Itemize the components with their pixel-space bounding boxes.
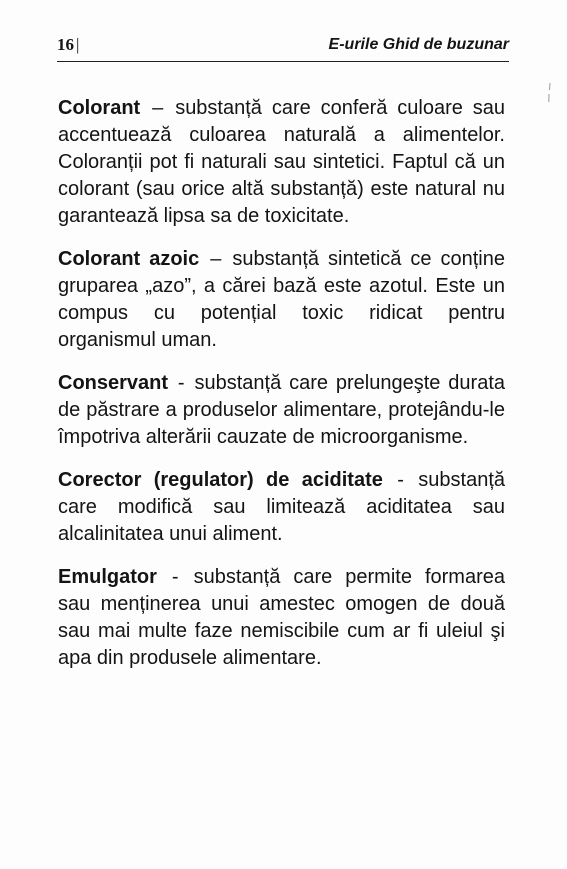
- entry-definition: substanță care modifică sau limitează aciditatea sau alcalinitatea unui aliment.: [58, 469, 505, 545]
- page-number: 16 |: [57, 35, 80, 54]
- glossary-entry-colorant: [58, 95, 505, 230]
- page-header: [57, 32, 509, 58]
- header-divider: [57, 61, 509, 62]
- glossary-entry-conservant: [58, 370, 505, 451]
- glossary-entry-corector-aciditate: [58, 467, 505, 548]
- pen-mark: [548, 82, 551, 104]
- entry-dash: –: [210, 248, 222, 270]
- entry-term: Colorant: [58, 97, 141, 119]
- entry-term: Colorant azoic: [58, 248, 200, 270]
- entry-dash: –: [152, 97, 164, 119]
- entry-definition: substanță care prelungeşte durata de păstrare a produselor alimentare, protejându-le împotriva alterării cauzate de microorganisme.: [58, 372, 505, 448]
- glossary-body: [58, 95, 505, 688]
- glossary-entry-emulgator: [58, 564, 505, 672]
- glossary-entry-colorant-azoic: [58, 246, 505, 354]
- header-separator: |: [76, 35, 80, 54]
- entry-term: Conservant: [58, 372, 169, 394]
- entry-dash: -: [397, 469, 404, 491]
- entry-definition: substanță care permite formarea sau menținerea unui amestec omogen de două sau mai multe faze nemiscibile cum ar fi uleiul şi apa din produsele alimentare.: [58, 566, 505, 669]
- running-title: E-urile Ghid de buzunar: [328, 36, 509, 53]
- entry-dash: -: [177, 372, 185, 394]
- entry-dash: -: [171, 566, 179, 588]
- entry-definition: substanță sintetică ce conține gruparea „azo”, a cărei bază este azotul. Este un compus cu potențial toxic ridicat pentru organismul uman.: [58, 248, 505, 351]
- entry-term: Emulgator: [58, 566, 157, 588]
- entry-term: Corector (regulator) de aciditate: [58, 469, 383, 491]
- entry-definition: substanță care conferă culoare sau accentuează culoarea naturală a alimentelor. Coloranții pot fi naturali sau sintetici. Faptul că un colorant (sau orice altă substanță) este natural nu garantează lipsa sa de toxicitate.: [58, 97, 506, 227]
